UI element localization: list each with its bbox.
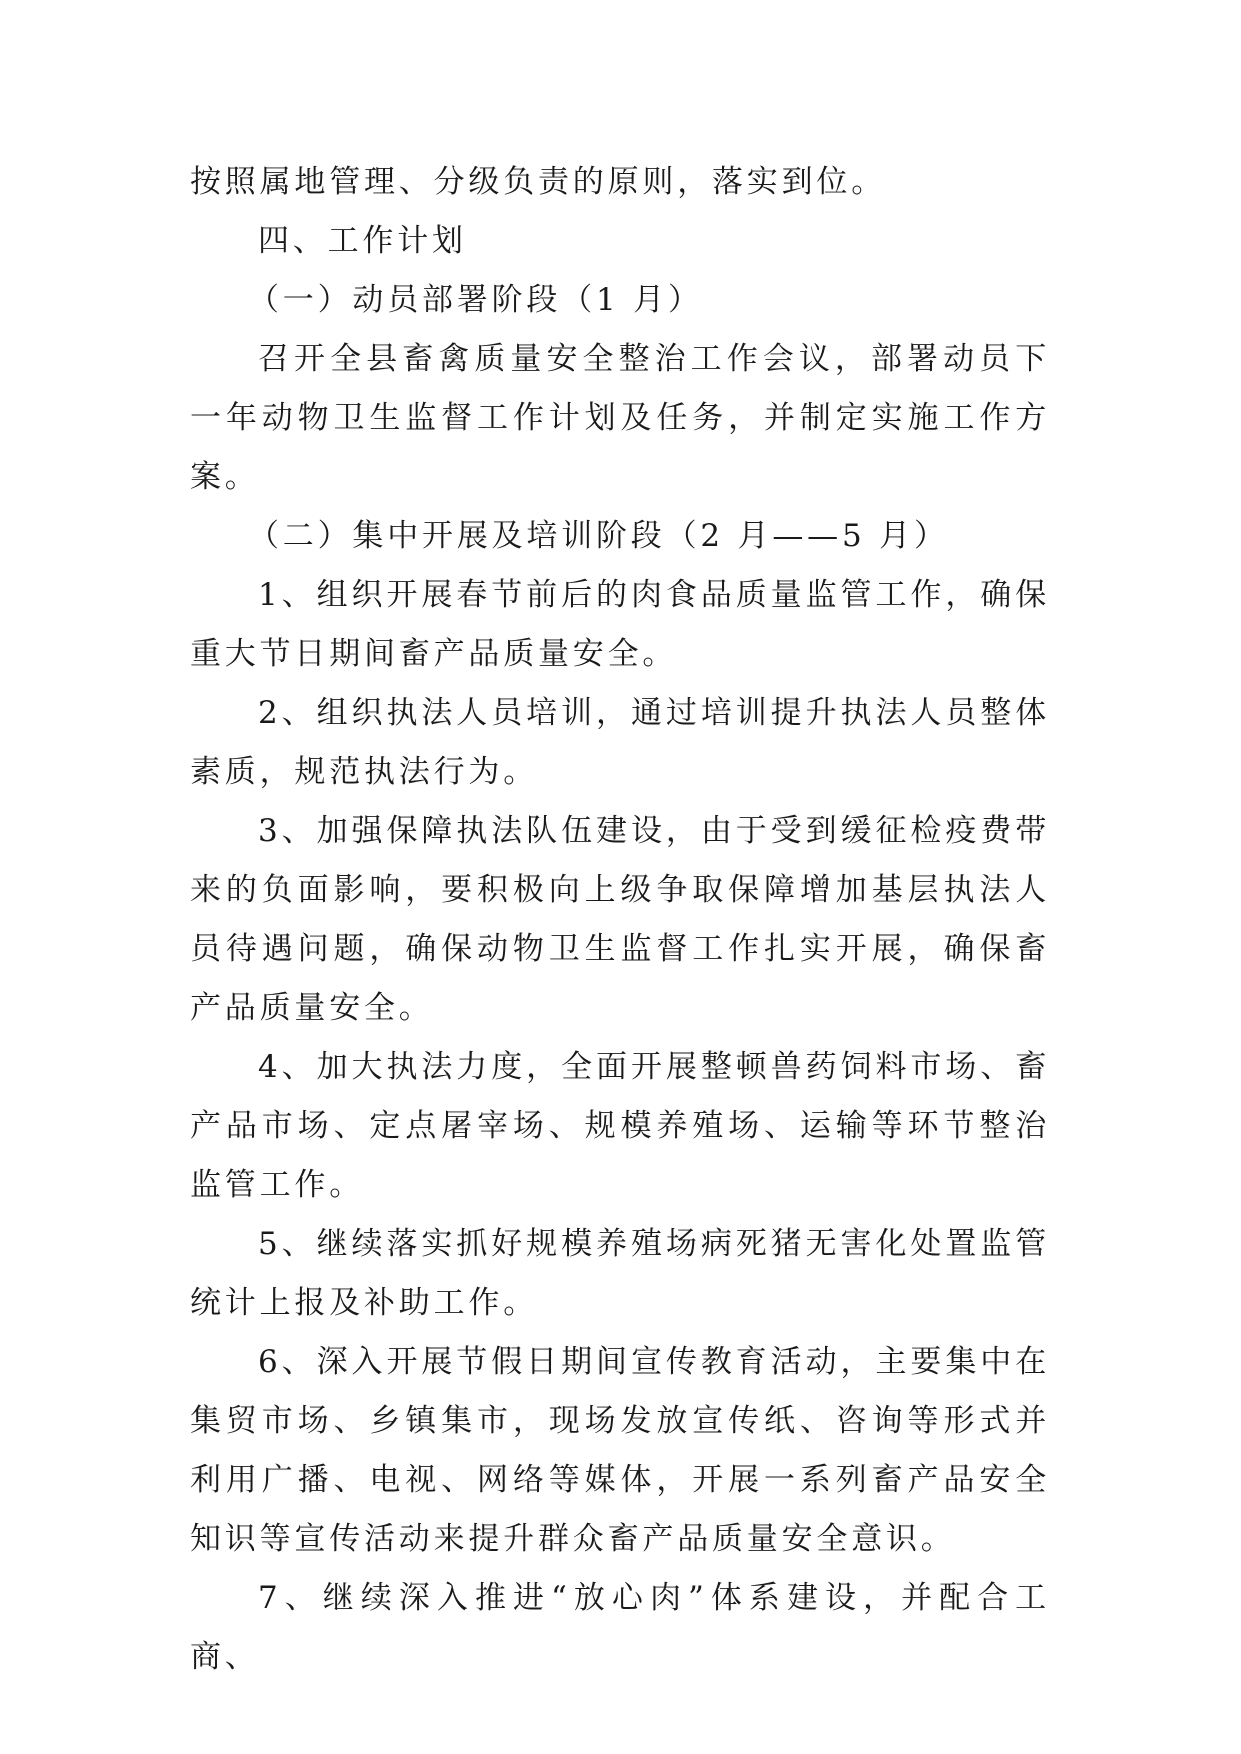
list-item-1: 1、组织开展春节前后的肉食品质量监管工作，确保重大节日期间畜产品质量安全。 [190, 577, 1050, 672]
document-body [190, 153, 1050, 1687]
list-item-6: 6、深入开展节假日期间宣传教育活动，主要集中在集贸市场、乡镇集市，现场发放宣传纸、咨询等形式并利用广播、电视、网络等媒体，开展一系列畜产品安全知识等宣传活动来提升群众畜产品质量安全意识。 [190, 1344, 1050, 1557]
list-item-4: 4、加大执法力度，全面开展整顿兽药饲料市场、畜产品市场、定点屠宰场、规模养殖场、运输等环节整治监管工作。 [190, 1049, 1050, 1203]
list-item-7: 7、继续深入推进“放心肉”体系建设，并配合工商、 [190, 1580, 1050, 1675]
list-item-5: 5、继续落实抓好规模养殖场病死猪无害化处置监管统计上报及补助工作。 [190, 1226, 1050, 1321]
subheading-mobilization-phase: （一）动员部署阶段（1 月） [248, 282, 703, 318]
list-item-3: 3、加强保障执法队伍建设，由于受到缓征检疫费带来的负面影响，要积极向上级争取保障增加基层执法人员待遇问题，确保动物卫生监督工作扎实开展，确保畜产品质量安全。 [190, 813, 1050, 1026]
section-heading-work-plan: 四、工作计划 [258, 223, 467, 259]
paragraph-mobilization-meeting: 召开全县畜禽质量安全整治工作会议，部署动员下一年动物卫生监督工作计划及任务，并制定实施工作方案。 [190, 341, 1050, 495]
paragraph-continuation: 按照属地管理、分级负责的原则，落实到位。 [190, 164, 886, 200]
list-item-2: 2、组织执法人员培训，通过培训提升执法人员整体素质，规范执法行为。 [190, 695, 1050, 790]
subheading-training-phase: （二）集中开展及培训阶段（2 月——5 月） [248, 518, 949, 554]
